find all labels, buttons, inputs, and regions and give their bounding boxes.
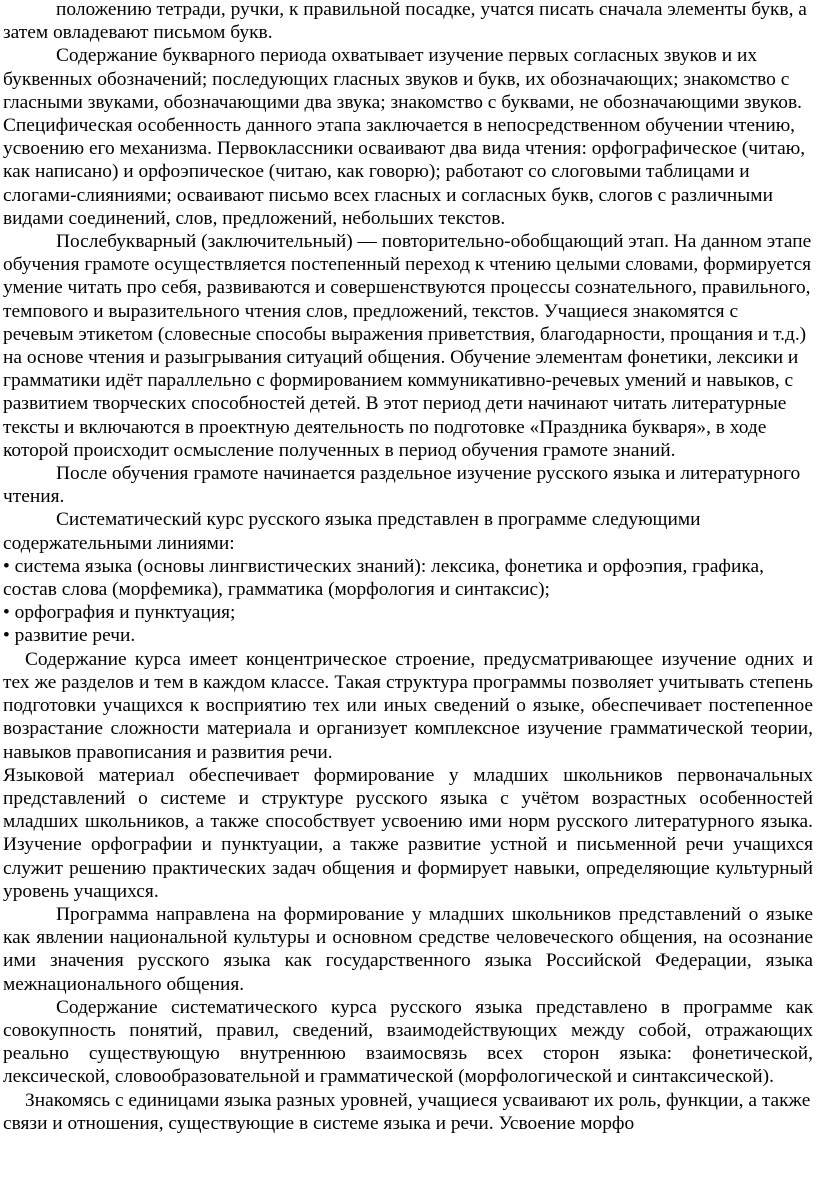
paragraph-post-alphabet-period: Послебукварный (заключительный) — повторительно-обобщающий этап. На данном этапе обучения грамоте осуществляется постепенный переход к чтению целыми словами, формируется умение читать про себя, развиваются и совершенствуются процессы сознательного, правильного, темпового и выразительного чтения слов, предложений, текстов. Учащиеся знакомятся с речевым этикетом (словесные способы выражения приветствия, благодарности, прощания и т.д.) на основе чтения и разыгрывания ситуаций общения. Обучение элементам фонетики, лексики и грамматики идёт параллельно с формированием коммуникативно-речевых умений и навыков, с развитием творческих способностей детей. В этот период дети начинают читать литературные тексты и включаются в проектную деятельность по подготовке «Праздника букваря», в ходе которой происходит осмысление полученных в период обучения грамоте знаний. bbox=[3, 231, 812, 461]
list-item-orthography: • орфография и пунктуация; bbox=[3, 602, 236, 624]
paragraph-course-content: Содержание систематического курса русского языка представлено в программе как совокупность понятий, правил, сведений, взаимодействующих между собой, отражающих реально существующую внутреннюю взаимосвязь всех сторон языка: фонетической, лексической, словообразовательной и грамматической (морфологической и синтаксической). bbox=[3, 996, 813, 1088]
paragraph-alphabet-period: Содержание букварного периода охватывает изучение первых согласных звуков и их буквенных обозначений; последующих гласных звуков и букв, их обозначающих; знакомство с гласными звуками, обозначающими два звука; знакомство с буквами, не обозначающими звуков. Специфическая особенность данного этапа заключается в непосредственном обучении чтению, усвоению его механизма. Первоклассники осваивают два вида чтения: орфографическое (читаю, как написано) и орфоэпическое (читаю, как говорю); работают со слоговыми таблицами и слогами-слияниями; осваивают письмо всех гласных и согласных букв, слогов с различными видами соединений, слов, предложений, небольших текстов. bbox=[3, 45, 806, 229]
list-item-language-system: • система языка (основы лингвистических знаний): лексика, фонетика и орфоэпия, графика, состав слова (морфемика), грамматика (морфология и синтаксис); bbox=[3, 555, 764, 601]
paragraph-after-literacy: После обучения грамоте начинается раздельное изучение русского языка и литературного чтения. bbox=[3, 463, 801, 508]
paragraph-systematic-course: Систематический курс русского языка представлен в программе следующими содержательными линиями: bbox=[3, 509, 701, 554]
paragraph-language-units: Знакомясь с единицами языка разных уровней, учащиеся усваивают их роль, функции, а также связи и отношения, существующие в системе языка и речи. Усвоение морфо bbox=[3, 1089, 811, 1134]
paragraph-language-material: Языковой материал обеспечивает формирование у младших школьников первоначальных представлений о системе и структуре русского языка с учётом возрастных особенностей младших школьников, а также способствует усвоению ими норм русского литературного языка. Изучение орфографии и пунктуации, а также развитие устной и письменной речи учащихся служит решению практических задач общения и формирует навыки, определяющие культурный уровень учащихся. bbox=[3, 764, 813, 902]
paragraph-continuation: положению тетради, ручки, к правильной посадке, учатся писать сначала элементы букв, а затем овладевают письмом букв. bbox=[3, 0, 807, 44]
paragraph-concentric-structure: Содержание курса имеет концентрическое строение, предусматривающее изучение одних и тех же разделов и тем в каждом классе. Такая структура программы позволяет учитывать степень подготовки учащихся к восприятию тех или иных сведений о языке, обеспечивает постепенное возрастание сложности материала и организует комплексное изучение грамматической теории, навыков правописания и развития речи. bbox=[3, 648, 813, 763]
paragraph-program-direction: Программа направлена на формирование у младших школьников представлений о языке как явлении национальной культуры и основном средстве человеческого общения, на осознание ими значения русского языка как государственного языка Российской Федерации, языка межнационального общения. bbox=[3, 903, 813, 995]
list-item-speech-development: • развитие речи. bbox=[3, 625, 136, 647]
